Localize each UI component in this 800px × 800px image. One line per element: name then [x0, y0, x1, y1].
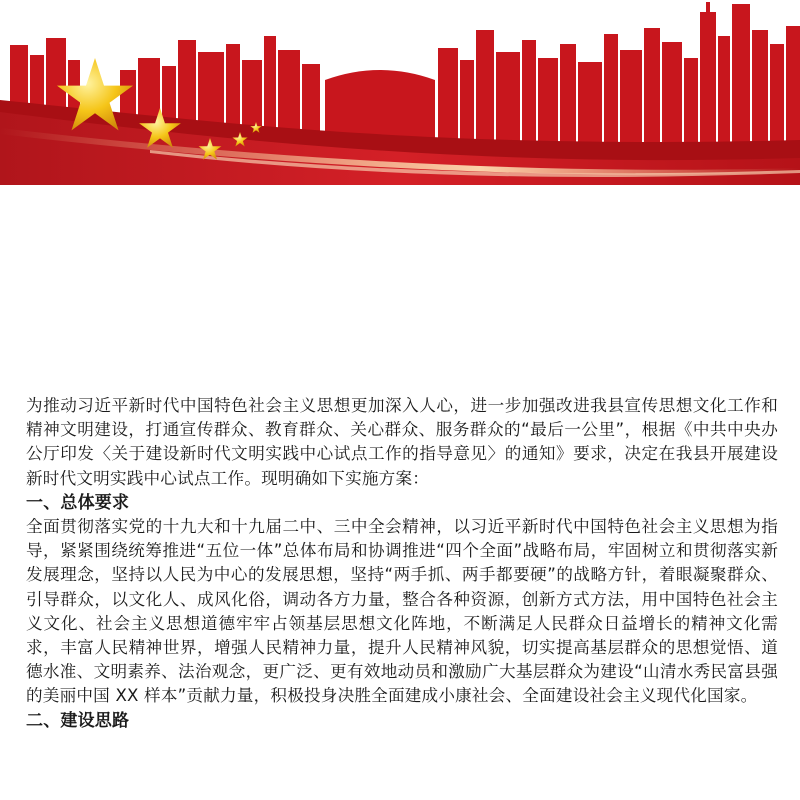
- section-1-paragraph: 全面贯彻落实党的十九大和十九届二中、三中全会精神，以习近平新时代中国特色社会主义思想为指导，紧紧围绕统筹推进“五位一体”总体布局和协调推进“四个全面”战略布局，牢固树立和贯彻落实新发展理念，坚持以人民为中心的发展思想，坚持“两手抓、两手都要硬”的战略方针，着眼凝聚群众、引导群众，以文化人、成风化俗，调动各方力量，整合各种资源，创新方式方法，用中国特色社会主义文化、社会主义思想道德牢牢占领基层思想文化阵地，不断满足人民群众日益增长的精神文化需求，丰富人民精神世界，增强人民精神力量，提升人民精神风貌，切实提高基层群众的思想觉悟、道德水准、文明素养、法治观念，更广泛、更有效地动员和激励广大基层群众为建设“山清水秀民富县强的美丽中国 XX 样本”贡献力量，积极投身决胜全面建成小康社会、全面建设社会主义现代化国家。: [26, 517, 778, 706]
- header-banner: [0, 0, 800, 185]
- document-body: [26, 394, 778, 733]
- section-2-heading: 二、建设思路: [26, 710, 130, 731]
- intro-paragraph: 为推动习近平新时代中国特色社会主义思想更加深入人心，进一步加强改进我县宣传思想文化工作和精神文明建设，打通宣传群众、教育群众、关心群众、服务群众的“最后一公里”，根据《中共中央办公厅印发〈关于建设新时代文明实践中心试点工作的指导意见〉的通知》要求，决定在我县开展建设新时代文明实践中心试点工作。现明确如下实施方案：: [26, 396, 778, 488]
- section-1-heading: 一、总体要求: [26, 492, 130, 513]
